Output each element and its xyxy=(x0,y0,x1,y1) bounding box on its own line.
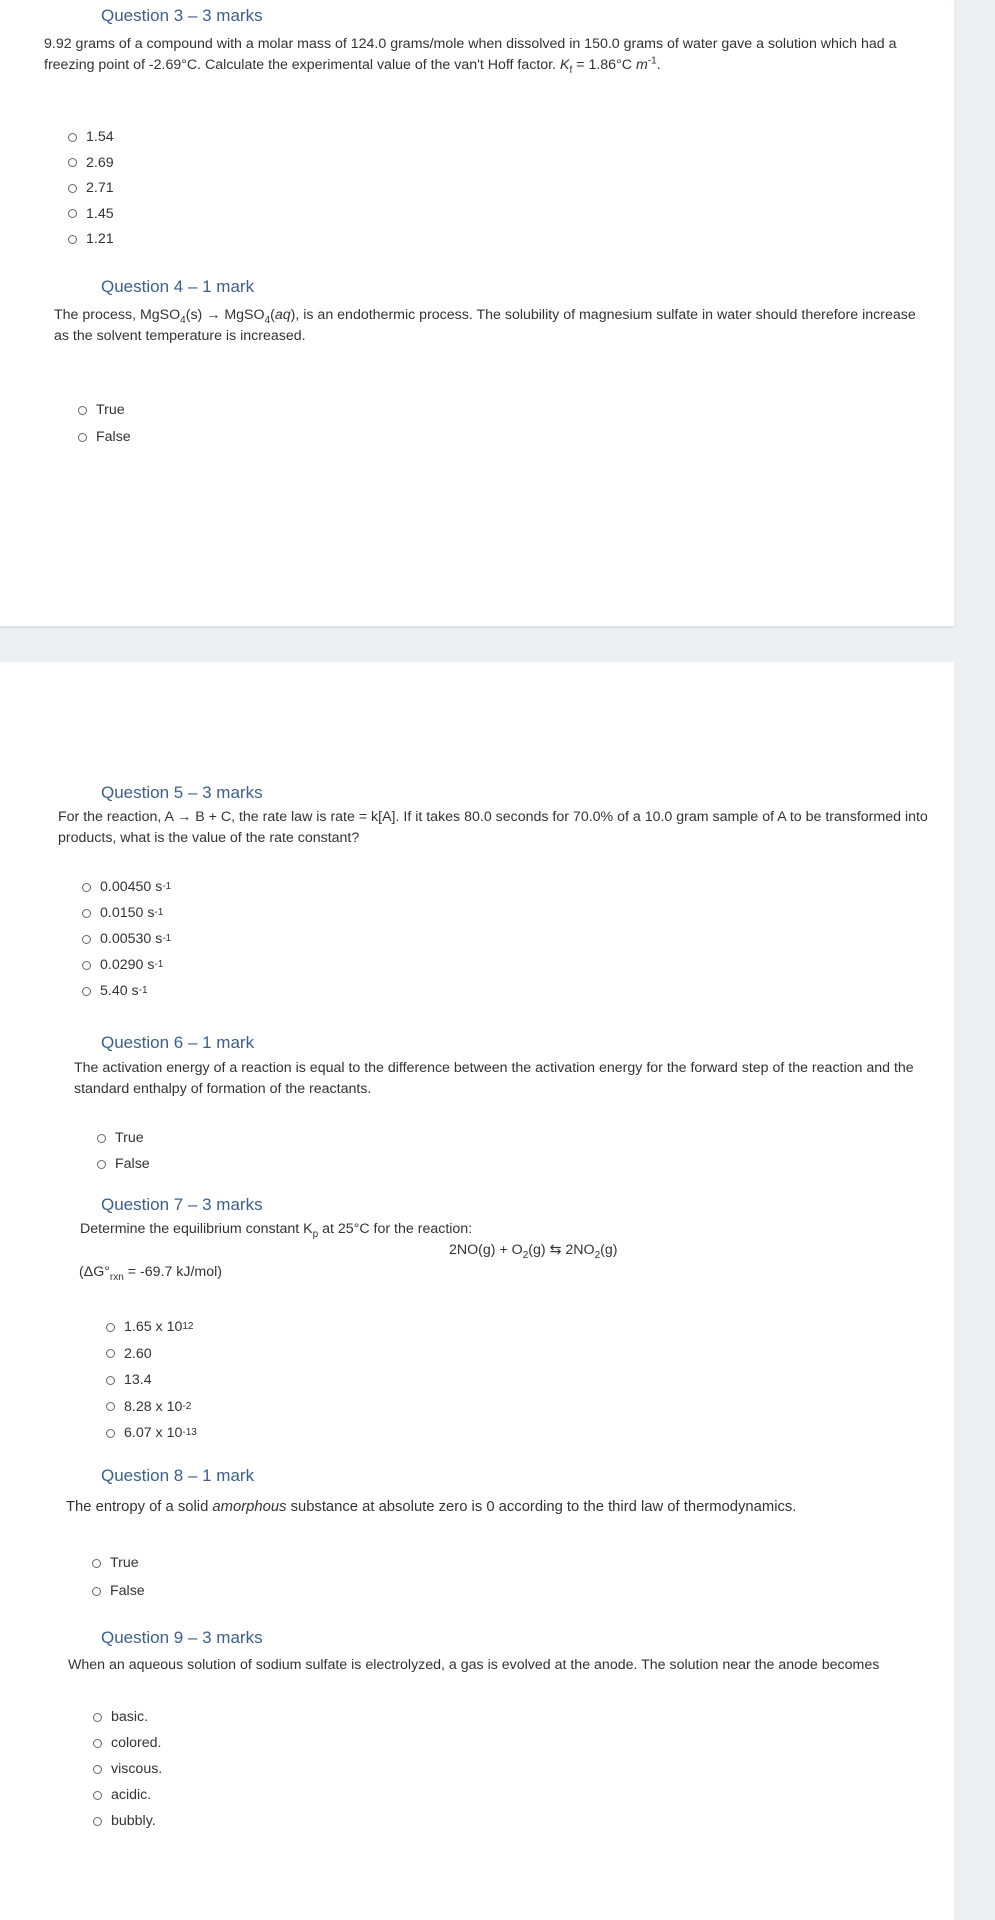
q9-option-2[interactable] xyxy=(93,1732,162,1754)
option-label: 1.65 x 10 xyxy=(124,1319,183,1335)
kf-value: = 1.86°C xyxy=(576,57,632,73)
radio-button[interactable] xyxy=(106,1376,115,1385)
option-label: False xyxy=(110,1583,145,1599)
q7-option-4[interactable]: 8.28 x 10 -2 xyxy=(106,1396,197,1418)
question-8-title: Question 8 – 1 mark xyxy=(101,1466,255,1485)
question-3-text-main: 9.92 grams of a compound with a molar mass of 124.0 grams/mole when dissolved in 150.0 grams of water gave a solution which had a freezing point of -2.69°C. Calculate the experimental value of the van't Hoff factor. xyxy=(44,36,897,73)
option-label: basic. xyxy=(111,1709,149,1725)
q8-option-false[interactable] xyxy=(92,1580,145,1602)
q9-option-5[interactable] xyxy=(93,1810,162,1832)
radio-button[interactable] xyxy=(82,883,91,892)
radio-button[interactable] xyxy=(106,1349,115,1358)
q4-text-b: (s) → MgSO xyxy=(185,307,265,323)
option-label: 1.45 xyxy=(86,205,114,222)
q8-text-em: amorphous xyxy=(212,1499,287,1515)
radio-button[interactable] xyxy=(93,1817,102,1826)
question-5-title: Question 5 – 3 marks xyxy=(101,783,263,802)
radio-button[interactable] xyxy=(78,433,87,442)
question-7-text xyxy=(80,1219,930,1240)
q7-option-2[interactable] xyxy=(106,1343,197,1365)
q4-sub-2: 4 xyxy=(264,314,271,326)
dg-subscript: rxn xyxy=(109,1271,124,1283)
question-6-title: Question 6 – 1 mark xyxy=(101,1033,255,1052)
option-label: 1.21 xyxy=(86,231,114,247)
question-6-options xyxy=(97,1127,150,1175)
option-label: 0.00450 s xyxy=(100,879,163,895)
option-label: 6.07 x 10 xyxy=(124,1425,183,1441)
question-7-options xyxy=(106,1316,197,1444)
radio-button[interactable] xyxy=(106,1402,115,1411)
dg-part-b: = -69.7 kJ/mol) xyxy=(123,1264,222,1280)
eq-part-c: (g) xyxy=(600,1242,618,1258)
radio-button[interactable] xyxy=(92,1559,101,1568)
question-4-title: Question 4 – 1 mark xyxy=(101,277,255,296)
option-label: viscous. xyxy=(111,1761,163,1777)
q4-text-d: ), is an endothermic process. The solubility of magnesium sulfate in water should therefore increase as the solvent temperature is increased. xyxy=(54,307,916,344)
radio-button[interactable] xyxy=(93,1713,102,1722)
q5-option-5[interactable]: 5.40 s -1 xyxy=(82,980,171,1002)
question-4-text xyxy=(54,305,924,347)
radio-button[interactable] xyxy=(106,1323,115,1332)
radio-button[interactable] xyxy=(93,1739,102,1748)
option-label: 2.69 xyxy=(86,154,114,171)
radio-button[interactable] xyxy=(82,961,91,970)
kf-subscript: f xyxy=(569,64,573,76)
option-label: False xyxy=(96,429,131,445)
radio-button[interactable] xyxy=(68,184,77,193)
option-label: True xyxy=(115,1130,144,1146)
q7-option-1[interactable]: 1.65 x 10 12 xyxy=(106,1316,197,1338)
q7-text-post: at 25°C for the reaction: xyxy=(318,1221,473,1237)
q9-option-4[interactable] xyxy=(93,1784,162,1806)
q8-option-true[interactable] xyxy=(92,1552,145,1574)
q5-option-4[interactable]: 0.0290 s -1 xyxy=(82,954,171,976)
q4-option-true[interactable] xyxy=(78,399,131,421)
q3-option-2[interactable] xyxy=(68,152,114,174)
option-label: False xyxy=(115,1156,150,1172)
option-label: 1.54 xyxy=(86,129,114,145)
option-label: acidic. xyxy=(111,1787,152,1803)
page-2 xyxy=(0,662,954,1920)
q5-option-1[interactable]: 0.00450 s -1 xyxy=(82,876,171,898)
q5-option-3[interactable]: 0.00530 s -1 xyxy=(82,928,171,950)
eq-part-b: (g) ⇆ 2NO xyxy=(528,1242,595,1258)
radio-button[interactable] xyxy=(78,406,87,415)
option-label: 13.4 xyxy=(124,1372,152,1388)
q8-text-b: substance at absolute zero is 0 according to the third law of thermodynamics. xyxy=(286,1499,797,1515)
q4-sub-1: 4 xyxy=(180,314,186,326)
delta-g-value xyxy=(79,1264,222,1283)
question-4-options xyxy=(78,399,131,448)
question-8-text xyxy=(66,1497,946,1518)
reaction-equation xyxy=(449,1242,618,1261)
q4-option-false[interactable] xyxy=(78,426,131,448)
q3-option-5[interactable] xyxy=(68,228,114,250)
q6-option-false[interactable] xyxy=(97,1153,150,1175)
q4-aq: aq xyxy=(274,307,291,323)
q3-option-4[interactable] xyxy=(68,203,114,225)
q7-option-3[interactable] xyxy=(106,1369,197,1391)
question-3-title: Question 3 – 3 marks xyxy=(101,6,263,25)
radio-button[interactable] xyxy=(92,1587,101,1596)
q7-kp-subscript: p xyxy=(312,1228,319,1240)
radio-button[interactable] xyxy=(82,987,91,996)
option-label: 0.00530 s xyxy=(100,931,163,947)
radio-button[interactable] xyxy=(82,935,91,944)
radio-button[interactable] xyxy=(106,1429,115,1438)
question-3-options xyxy=(68,126,114,250)
question-8-options xyxy=(92,1552,145,1602)
option-label: True xyxy=(110,1555,139,1571)
radio-button[interactable] xyxy=(68,235,77,244)
radio-button[interactable] xyxy=(68,209,77,218)
radio-button[interactable] xyxy=(97,1134,106,1143)
eq-part-a: 2NO(g) + O xyxy=(449,1242,523,1258)
option-label: 2.60 xyxy=(124,1345,152,1362)
option-label: 0.0290 s xyxy=(100,957,155,973)
dg-part-a: (ΔG° xyxy=(79,1264,110,1280)
radio-button[interactable] xyxy=(93,1791,102,1800)
eq-sub-2: 2 xyxy=(594,1249,601,1261)
question-6-text: The activation energy of a reaction is equal to the difference between the activation energy for the forward step of the reaction and the standard enthalpy of formation of the reactants. xyxy=(74,1060,914,1097)
q7-option-5[interactable]: 6.07 x 10 -13 xyxy=(106,1422,197,1444)
radio-button[interactable] xyxy=(93,1765,102,1774)
q7-text-pre: Determine the equilibrium constant K xyxy=(80,1221,313,1237)
question-3-text xyxy=(44,34,924,76)
kf-exponent: -1 xyxy=(647,55,657,67)
question-5-options xyxy=(82,876,171,1002)
option-label: 5.40 s xyxy=(100,983,139,999)
q9-option-1[interactable] xyxy=(93,1706,162,1728)
question-5-text: For the reaction, A → B + C, the rate law is rate = k[A]. If it takes 80.0 seconds for 70.0% of a 10.0 gram sample of A to be transformed into products, what is the value of the rate constant? xyxy=(58,809,928,846)
q6-option-true[interactable] xyxy=(97,1127,150,1149)
page-1 xyxy=(0,0,954,626)
option-label: 8.28 x 10 xyxy=(124,1398,183,1415)
option-label: 0.0150 s xyxy=(100,905,155,921)
q4-text-c: ( xyxy=(270,307,275,323)
radio-button[interactable] xyxy=(68,133,77,142)
option-label: 2.71 xyxy=(86,180,114,196)
q3-option-3[interactable] xyxy=(68,177,114,199)
q9-option-3[interactable] xyxy=(93,1758,162,1780)
q4-text-a: The process, MgSO xyxy=(54,307,181,323)
option-label: colored. xyxy=(111,1735,162,1751)
q5-option-2[interactable]: 0.0150 s -1 xyxy=(82,902,171,924)
radio-button[interactable] xyxy=(68,158,77,167)
radio-button[interactable] xyxy=(97,1160,106,1169)
option-label: bubbly. xyxy=(111,1813,156,1829)
question-9-text: When an aqueous solution of sodium sulfate is electrolyzed, a gas is evolved at the anode. The solution near the anode becomes xyxy=(68,1657,880,1673)
radio-button[interactable] xyxy=(82,909,91,918)
question-9-title: Question 9 – 3 marks xyxy=(101,1628,263,1647)
question-9-options xyxy=(93,1706,162,1832)
kf-unit: m xyxy=(635,57,648,73)
eq-sub-1: 2 xyxy=(522,1249,529,1261)
kf-end: . xyxy=(656,57,661,73)
q8-text-a: The entropy of a solid xyxy=(66,1499,213,1515)
kf-symbol: K xyxy=(560,57,570,73)
option-label: True xyxy=(96,402,125,418)
q3-option-1[interactable] xyxy=(68,126,114,148)
question-7-title: Question 7 – 3 marks xyxy=(101,1195,263,1214)
